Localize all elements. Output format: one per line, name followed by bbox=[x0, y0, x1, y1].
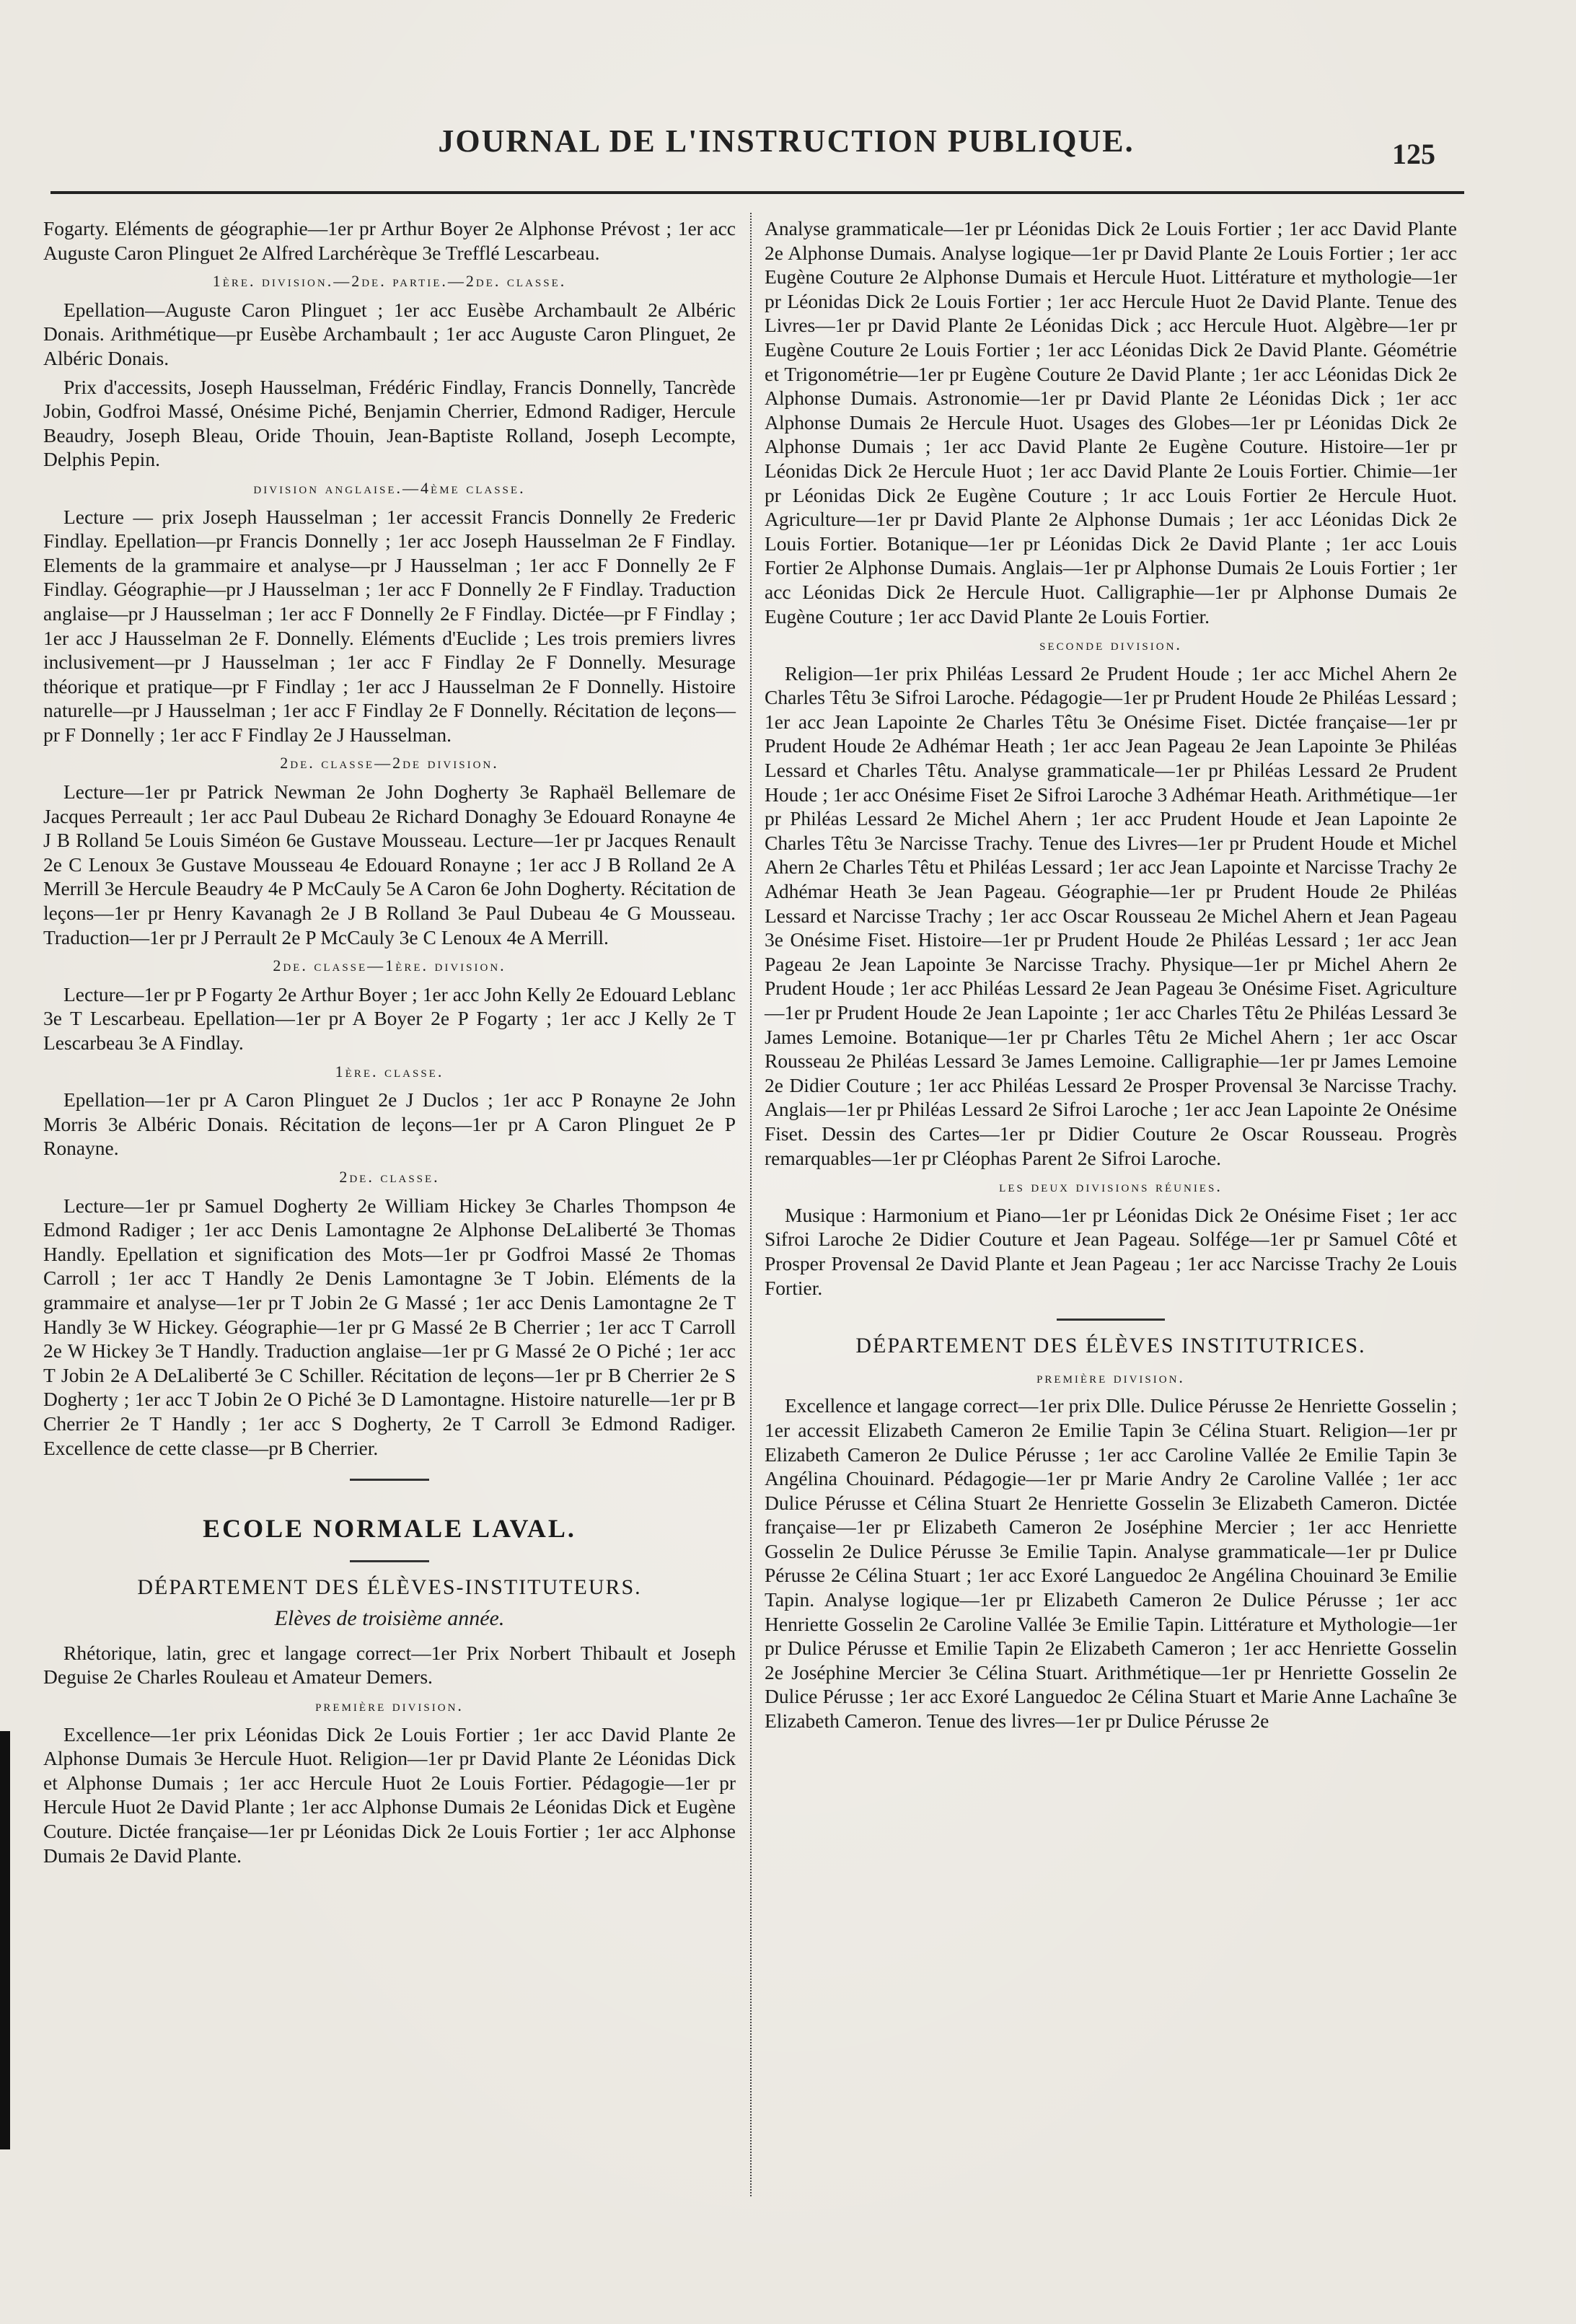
paragraph: Lecture — prix Joseph Hausselman ; 1er accessit Francis Donnelly 2e Frederic Findlay. Epellation—pr Francis Donnelly ; 1er acc Joseph Hausselman 2e F Findlay. Elements de la grammaire et analyse—pr J Hausselman ; 1er acc F Donnelly 2e F Findlay. Géographie—pr J Hausselman ; 1er acc F Donnelly 2e F Findlay. Traduction anglaise—pr J Hausselman ; 1er acc F Donnelly 2e F Findlay. Dictée—pr F Findlay ; 1er acc J Hausselman 2e F. Donnelly. Eléments d'Euclide ; Les trois premiers livres inclusivement—pr J Hausselman ; 1er acc F Findlay 2e F Donnelly. Mesurage théorique et pratique—pr F Findlay ; 1er acc J Hausselman 2e F Donnelly. Histoire naturelle—pr J Hausselman ; 1er acc F Findlay 2e F Donnelly. Récitation de leçons—pr F Donnelly ; 1er acc F Findlay 2e J Hausselman. bbox=[43, 505, 736, 746]
section-heading: 2de. classe—1ère. division. bbox=[273, 956, 506, 975]
scan-margin-bar bbox=[0, 1731, 10, 2149]
paragraph: Lecture—1er pr Patrick Newman 2e John Dogherty 3e Raphaël Bellemare de Jacques Perreault ; 1er acc Paul Dubeau 2e Richard Donaghy 3e Edouard Ronayne 4e J B Rolland 5e Louis Siméon 6e Gustave Mousseau. Lecture—1er pr Jacques Renault 2e C Lenoux 3e Gustave Mousseau 4e Edouard Ronayne ; 1er acc J B Rolland 2e A Merrill 3e Hercule Beaudry 4e P McCauly 5e A Caron 6e John Dogherty. Récitation de leçons—1er pr Henry Kavanagh 2e J B Rolland 3e Paul Dubeau 4e G Mousseau. Traduction—1er pr J Perrault 2e P McCauly 3e C Lenoux 4e A Merrill. bbox=[43, 780, 736, 948]
school-title: ECOLE NORMALE LAVAL. bbox=[203, 1514, 576, 1544]
paragraph: Prix d'accessits, Joseph Hausselman, Frédéric Findlay, Francis Donnelly, Tancrède Jobin, Godfroi Massé, Onésime Piché, Benjamin Cherrier, Edmond Radiger, Hercule Beaudry, Joseph Bleau, Oride Thouin, Jean-Baptiste Rolland, Joseph Lecompte, Delphis Pepin. bbox=[43, 375, 736, 471]
right-column bbox=[765, 216, 1457, 1738]
year-subtitle: Elèves de troisième année. bbox=[274, 1606, 505, 1631]
running-title: JOURNAL DE L'INSTRUCTION PUBLIQUE. bbox=[438, 123, 1135, 159]
paragraph: Analyse grammaticale—1er pr Léonidas Dick 2e Louis Fortier ; 1er acc David Plante 2e Alphonse Dumais. Analyse logique—1er pr David Plante 2e Louis Fortier ; 1er acc Eugène Couture 2e Alphonse Dumais et Hercule Huot. Littérature et mythologie—1er pr Léonidas Dick 2e Louis Fortier ; 1er acc Hercule Huot 2e David Plante. Tenue des Livres—1er pr David Plante 2e Léonidas Dick ; acc Hercule Huot. Algèbre—1er pr Eugène Couture 2e Louis Fortier ; 1er acc Léonidas Dick 2e David Plante. Géométrie et Trigonométrie—1er pr Eugène Couture 2e David Plante ; 1er acc Léonidas Dick 2e Alphonse Dumais. Astronomie—1er pr David Plante 2e Léonidas Dick ; 1er acc Alphonse Dumais 2e Hercule Huot. Usages des Globes—1er pr Léonidas Dick 2e Alphonse Dumais ; 1er acc David Plante 2e Eugène Couture. Histoire—1er pr Léonidas Dick 2e Hercule Huot ; 1er acc David Plante 2e Louis Fortier. Chimie—1er pr Léonidas Dick 2e Eugène Couture ; 1r acc Louis Fortier 2e Hercule Huot. Agriculture—1er pr David Plante 2e Alphonse Dumais ; 1er acc Léonidas Dick 2e Louis Fortier. Botanique—1er pr Léonidas Dick 2e David Plante ; 1er acc Louis Fortier 2e Alphonse Dumais. Anglais—1er pr Alphonse Dumais 2e Louis Fortier ; 1er acc Léonidas Dick 2e Hercule Huot. Calligraphie—1er pr Alphonse Dumais 2e Eugène Couture ; 1er acc David Plante 2e Louis Fortier. bbox=[765, 217, 1457, 628]
left-column bbox=[43, 216, 736, 1872]
paragraph: Rhétorique, latin, grec et langage correct—1er Prix Norbert Thibault et Joseph Deguise 2e Charles Rouleau et Amateur Demers. bbox=[43, 1641, 736, 1689]
section-heading: première division. bbox=[315, 1696, 464, 1715]
page-number: 125 bbox=[1392, 138, 1435, 170]
section-heading: division anglaise.—4ème classe. bbox=[253, 478, 526, 497]
paragraph: Excellence—1er prix Léonidas Dick 2e Louis Fortier ; 1er acc David Plante 2e Alphonse Dumais 3e Hercule Huot. Religion—1er pr David Plante 2e Léonidas Dick et Alphonse Dumais ; 1er acc Hercule Huot 2e Louis Fortier. Pédagogie—1er pr Hercule Huot 2e David Plante ; 1er acc Alphonse Dumais 2e Léonidas Dick et Eugène Couture. Dictée française—1er pr Léonidas Dick 2e Louis Fortier ; 1er acc Alphonse Dumais 2e David Plante. bbox=[43, 1722, 736, 1867]
department-title: DÉPARTEMENT DES ÉLÈVES INSTITUTRICES. bbox=[855, 1334, 1366, 1358]
paragraph: Excellence et langage correct—1er prix Dlle. Dulice Pérusse 2e Henriette Gosselin ; 1er accessit Elizabeth Cameron 2e Emilie Tapin 3e Célina Stuart. Religion—1er pr Elizabeth Cameron 2e Dulice Pérusse ; 1er acc Caroline Vallée 2e Emilie Tapin 3e Angélina Chouinard. Pédagogie—1er pr Marie Andry 2e Caroline Vallée ; 1er acc Dulice Pérusse et Célina Stuart 2e Henriette Gosselin 3e Elizabeth Cameron. Dictée française—1er pr Elizabeth Cameron 2e Joséphine Mercier ; 1er acc Henriette Gosselin 2e Dulice Pérusse 3e Emilie Tapin. Analyse grammaticale—1er pr Dulice Pérusse 2e Célina Stuart ; 1er acc Exoré Languedoc 2e Angélina Chouinard 3e Emilie Tapin. Analyse logique—1er pr Elizabeth Cameron 2e Dulice Pérusse ; 1er acc Henriette Gosselin 2e Caroline Vallée 3e Emilie Tapin. Littérature et Mythologie—1er pr Dulice Pérusse et Emilie Tapin 2e Elizabeth Cameron ; 1er acc Henriette Gosselin 2e Joséphine Mercier 3e Célina Stuart. Arithmétique—1er pr Henriette Gosselin 2e Dulice Pérusse ; 1er acc Exoré Languedoc 2e Célina Stuart et Marie Anne Lachaîne 3e Elizabeth Cameron. Tenue des livres—1er pr Dulice Pérusse 2e bbox=[765, 1394, 1457, 1733]
section-heading: 2de. classe. bbox=[339, 1167, 440, 1186]
paragraph: Religion—1er prix Philéas Lessard 2e Prudent Houde ; 1er acc Michel Ahern 2e Charles Têtu 3e Sifroi Laroche. Pédagogie—1er pr Prudent Houde 2e Philéas Lessard ; 1er acc Jean Lapointe 2e Charles Têtu 3e Onésime Fiset. Dictée française—1er pr Prudent Houde 2e Adhémar Heath ; 1er acc Jean Pageau 2e Jean Lapointe 3e Philéas Lessard et Charles Têtu. Analyse grammaticale—1er pr Philéas Lessard 2e Prudent Houde ; 1er acc Onésime Fiset 2e Sifroi Laroche 3 Adhémar Heath. Arithmétique—1er pr Philéas Lessard 2e Michel Ahern ; 1er acc Prudent Houde et Jean Lapointe 2e Charles Têtu 3e Narcisse Trachy. Tenue des Livres—1er pr Prudent Houde et Michel Ahern 2e Charles Têtu et Philéas Lessard ; 1er acc Jean Lapointe et Narcisse Trachy 2e Adhémar Heath 3e Jean Pageau. Géographie—1er pr Prudent Houde 2e Philéas Lessard et Narcisse Trachy ; 1er acc Oscar Rousseau 2e Michel Ahern et Jean Pageau 3e Onésime Fiset. Histoire—1er pr Prudent Houde 2e Philéas Lessard ; 1er acc Jean Pageau 2e Jean Lapointe 3e Narcisse Trachy. Physique—1er pr Michel Ahern 2e Prudent Houde ; 1er acc Philéas Lessard 2e Jean Pageau 3e Onésime Fiset. Agriculture—1er pr Prudent Houde 2e Jean Lapointe ; 1er acc Charles Têtu 2e Philéas Lessard 3e James Lemoine. Botanique—1er pr Charles Têtu 2e Michel Ahern ; 1er acc Oscar Rousseau 2e Philéas Lessard 3e James Lemoine. Calligraphie—1er pr James Lemoine 2e Didier Couture ; 1er acc Philéas Lessard 2e Prosper Provensal 3e Narcisse Trachy. Anglais—1er pr Philéas Lessard 2e Sifroi Laroche ; 1er acc Jean Lapointe 2e Onésime Fiset. Dessin des Cartes—1er pr Didier Couture 2e Oscar Rousseau. Progrès remarquables—1er pr Cléophas Parent 2e Sifroi Laroche. bbox=[765, 661, 1457, 1169]
paragraph: Fogarty. Eléments de géographie—1er pr Arthur Boyer 2e Alphonse Prévost ; 1er acc Auguste Caron Plinguet 2e Alfred Larchérèque 3e Trefflé Lescarbeau. bbox=[43, 217, 736, 264]
section-heading: première division. bbox=[1036, 1368, 1185, 1386]
paragraph: Lecture—1er pr Samuel Dogherty 2e William Hickey 3e Charles Thompson 4e Edmond Radiger ; 1er acc Denis Lamontagne 2e Alphonse DeLaliberté 3e Thomas Handly. Epellation et signification des Mots—1er pr Godfroi Massé 2e Thomas Carroll ; 1er acc T Handly 2e Denis Lamontagne 3e T Jobin. Eléments de la grammaire et analyse—1er pr T Jobin 2e G Massé ; 1er acc Denis Lamontagne 2e T Handly 3e W Hickey. Géographie—1er pr G Massé 2e B Cherrier ; 1er acc T Carroll 2e W Hickey 3e T Handly. Traduction anglaise—1er pr G Massé 2e O Piché ; 1er acc T Jobin 2e A DeLaliberté 3e C Schiller. Récitation de leçons—1er pr B Cherrier 2e S Dogherty ; 1er acc T Jobin 2e O Piché 3e D Lamontagne. Histoire naturelle—1er pr B Cherrier 2e T Handly ; 1er acc S Dogherty, 2e T Carroll 3e Edmond Radiger. Excellence de cette classe—pr B Cherrier. bbox=[43, 1194, 736, 1459]
section-heading: 2de. classe—2de division. bbox=[280, 754, 499, 773]
paragraph: Epellation—1er pr A Caron Plinguet 2e J Duclos ; 1er acc P Ronayne 2e John Morris 3e Albéric Donais. Récitation de leçons—1er pr A Caron Plinguet 2e P Ronayne. bbox=[43, 1088, 736, 1160]
paragraph: Musique : Harmonium et Piano—1er pr Léonidas Dick 2e Onésime Fiset ; 1er acc Sifroi Laroche 2e Didier Couture et Jean Pageau. Solfége—1er pr Samuel Côté et Prosper Provensal 2e David Plante et Jean Pageau ; 1er acc Narcisse Trachy 2e Louis Fortier. bbox=[765, 1203, 1457, 1299]
top-rule bbox=[50, 191, 1464, 194]
section-heading: seconde division. bbox=[1039, 635, 1182, 654]
separator-rule bbox=[350, 1479, 429, 1481]
section-heading: 1ère. division.—2de. partie.—2de. classe. bbox=[212, 272, 567, 291]
separator-rule bbox=[1057, 1319, 1165, 1321]
column-divider bbox=[750, 213, 753, 2196]
department-title: DÉPARTEMENT DES ÉLÈVES-INSTITUTEURS. bbox=[137, 1575, 642, 1599]
paragraph: Lecture—1er pr P Fogarty 2e Arthur Boyer ; 1er acc John Kelly 2e Edouard Leblanc 3e T Lescarbeau. Epellation—1er pr A Boyer 2e P Fogarty ; 1er acc J Kelly 2e T Lescarbeau 3e A Findlay. bbox=[43, 982, 736, 1054]
section-heading: les deux divisions réunies. bbox=[999, 1177, 1223, 1196]
paragraph: Epellation—Auguste Caron Plinguet ; 1er acc Eusèbe Archambault 2e Albéric Donais. Arithmétique—pr Eusèbe Archambault ; 1er acc Auguste Caron Plinguet, 2e Albéric Donais. bbox=[43, 298, 736, 369]
separator-rule bbox=[350, 1560, 429, 1562]
section-heading: 1ère. classe. bbox=[335, 1062, 444, 1080]
